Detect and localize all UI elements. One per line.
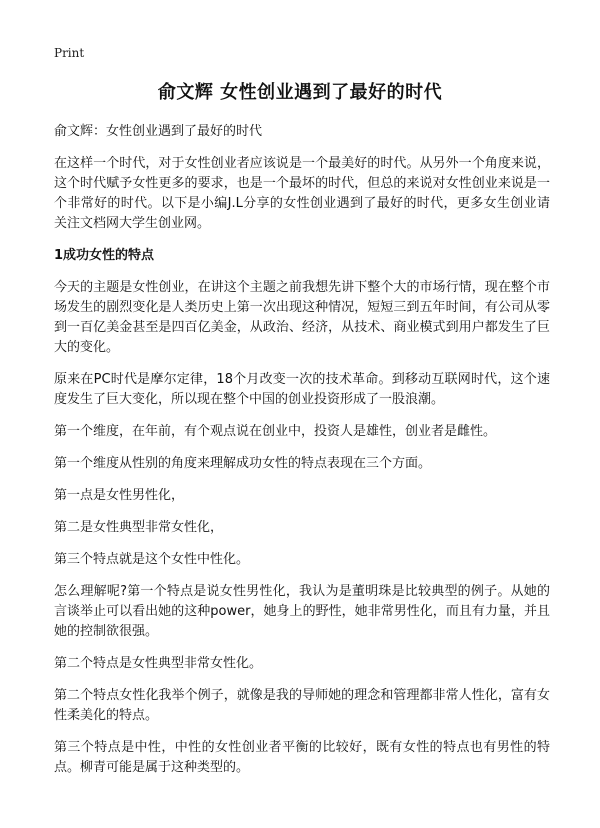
print-label: Print	[54, 46, 85, 60]
body-paragraph: 今天的主题是女性创业，在讲这个主题之前我想先讲下整个大的市场行情，现在整个市场发生的剧烈变化是人类历史上第一次出现这种情况，短短三到五年时间，有公司从零到一百亿美金甚至是四百亿美金，从政治、经济，从技术、商业模式到用户都发生了巨大的变化。	[54, 280, 550, 355]
body-paragraph: 第三个特点是中性，中性的女性创业者平衡的比较好，既有女性的特点也有男性的特点。柳青可能是属于这种类型的。	[54, 740, 550, 775]
body-paragraph: 第三个特点就是这个女性中性化。	[54, 552, 250, 567]
body-paragraph: 怎么理解呢?第一个特点是说女性男性化，我认为是董明珠是比较典型的例子。从她的言谈举止可以看出她的这种power，她身上的野性，她非常男性化，而且有力量，并且她的控制欲很强。	[54, 584, 550, 639]
article-subtitle: 俞文辉：女性创业遇到了最好的时代	[54, 124, 263, 139]
body-paragraph: 第一点是女性男性化，	[54, 488, 185, 503]
body-paragraph: 第二是女性典型非常女性化，	[54, 520, 224, 535]
body-paragraph: 原来在PC时代是摩尔定律，18个月改变一次的技术革命。到移动互联网时代，这个速度发生了巨大变化，所以现在整个中国的创业投资形成了一股浪潮。	[54, 372, 550, 407]
body-paragraph: 第一个维度，在年前，有个观点说在创业中，投资人是雄性，创业者是雌性。	[54, 424, 497, 439]
intro-paragraph: 在这样一个时代，对于女性创业者应该说是一个最美好的时代。从另外一个角度来说，这个时代赋予女性更多的要求，也是一个最坏的时代，但总的来说对女性创业来说是一个非常好的时代。以下是小编J.L分享的女性创业遇到了最好的时代，更多女生创业请关注文档网大学生创业网。	[54, 156, 550, 231]
section-heading: 1成功女性的特点	[54, 248, 155, 263]
article-body	[54, 122, 550, 790]
article-title: 俞文辉 女性创业遇到了最好的时代	[157, 82, 443, 103]
body-paragraph: 第二个特点是女性典型非常女性化。	[54, 656, 263, 671]
body-paragraph: 第一个维度从性别的角度来理解成功女性的特点表现在三个方面。	[54, 456, 432, 471]
body-paragraph: 第二个特点女性化我举个例子，就像是我的导师她的理念和管理都非常人性化，富有女性柔美化的特点。	[54, 688, 550, 723]
